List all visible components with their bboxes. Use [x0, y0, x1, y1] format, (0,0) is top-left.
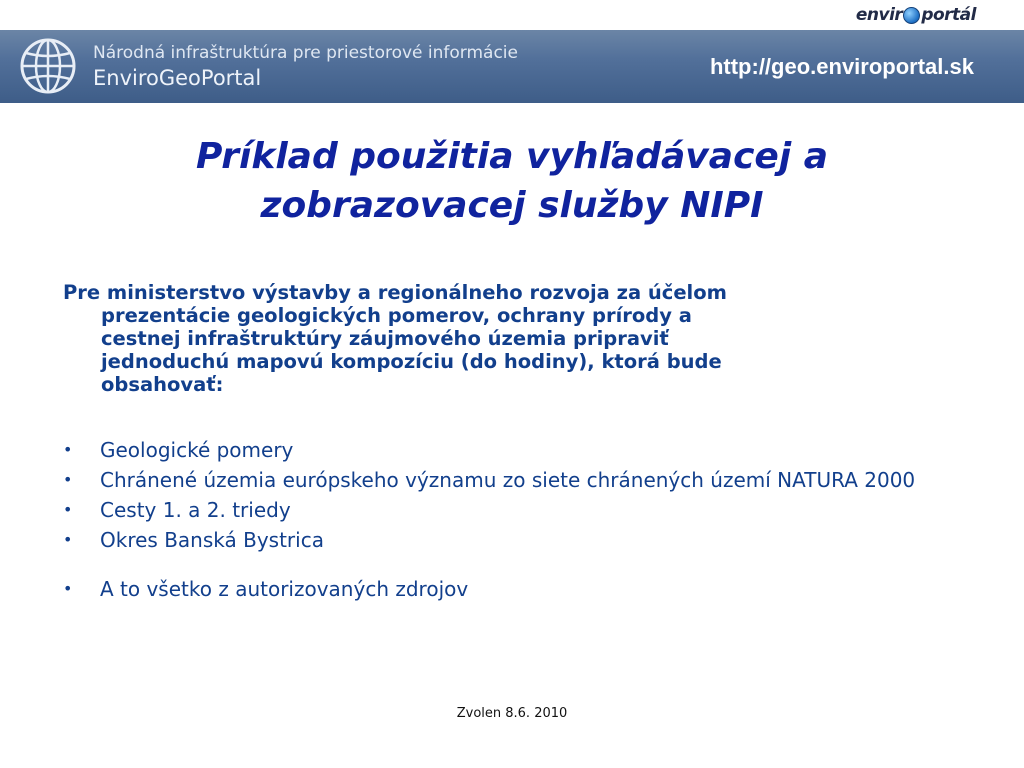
bullet-text: Geologické pomery: [100, 438, 294, 462]
intro-line: jednoduchú mapovú kompozíciu (do hodiny), ktorá bude: [101, 350, 722, 373]
slide-footer: Zvolen 8.6. 2010: [456, 706, 568, 721]
globe-icon: [18, 36, 78, 96]
logo-globe-icon: [903, 7, 920, 24]
title-line-1: Príklad použitia vyhľadávacej a: [196, 136, 828, 177]
logo-text-right: portál: [921, 5, 976, 25]
intro-paragraph: [63, 281, 953, 396]
bullet-text: Okres Banská Bystrica: [100, 528, 324, 552]
bullet-text: Chránené územia európskeho významu zo siete chránených území NATURA 2000: [100, 468, 916, 492]
slide-title: [0, 132, 1024, 230]
bullet-icon: •: [63, 440, 73, 459]
intro-line: cestnej infraštruktúry záujmového územia pripraviť: [101, 327, 669, 350]
portal-url-link[interactable]: http://geo.enviroportal.sk: [709, 54, 974, 79]
intro-line: prezentácie geologických pomerov, ochrany prírody a: [101, 304, 692, 327]
bullet-item: [63, 498, 983, 522]
intro-line: Pre ministerstvo výstavby a regionálneho rozvoja za účelom: [63, 281, 727, 304]
bullet-icon: •: [63, 579, 73, 598]
bullet-icon: •: [63, 470, 73, 489]
bullet-text: Cesty 1. a 2. triedy: [100, 498, 291, 522]
organization-name: Národná infraštruktúra pre priestorové informácie: [93, 43, 518, 63]
enviroportal-logo: [856, 4, 976, 26]
bullet-icon: •: [63, 500, 73, 519]
title-line-2: zobrazovacej služby NIPI: [260, 185, 764, 226]
intro-line: obsahovať:: [101, 373, 224, 396]
bullet-item: [63, 468, 983, 492]
bullet-icon: •: [63, 530, 73, 549]
header-banner: [0, 30, 1024, 103]
portal-name: EnviroGeoPortal: [93, 66, 262, 90]
bullet-item: [63, 577, 983, 601]
bullet-item: [63, 528, 983, 552]
bullet-item: [63, 438, 983, 462]
logo-text-left: envir: [855, 5, 903, 25]
bullet-list: [63, 438, 983, 607]
bullet-text: A to všetko z autorizovaných zdrojov: [100, 577, 469, 601]
